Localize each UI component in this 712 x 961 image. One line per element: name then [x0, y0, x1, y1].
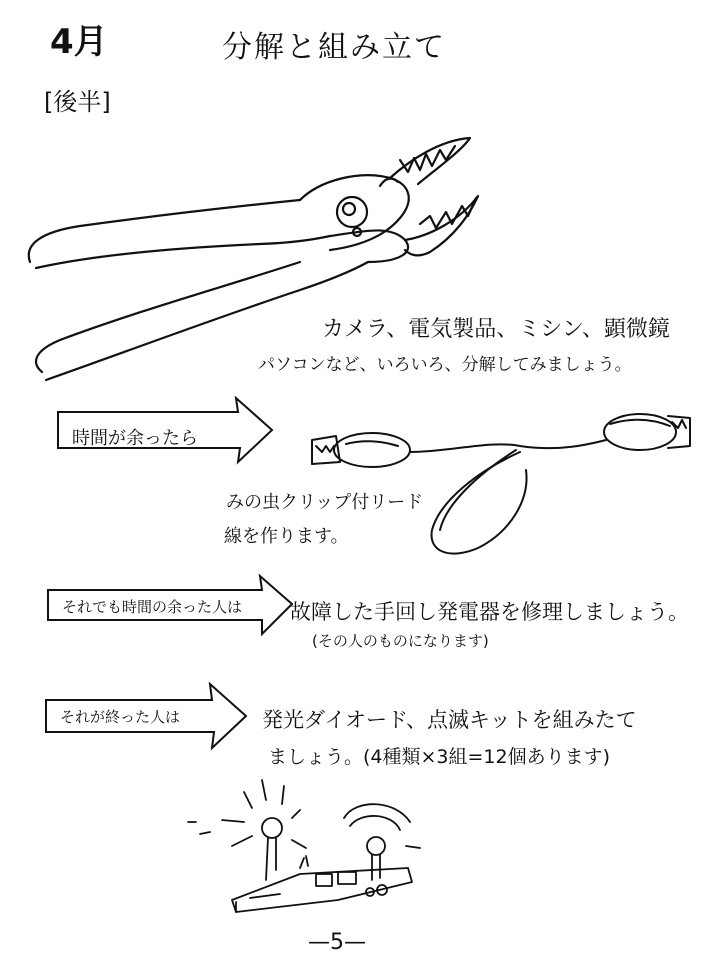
activity-3-line-1: 故障した手回し発電器を修理しましょう。: [290, 600, 689, 624]
month-heading: 4月: [50, 22, 108, 62]
activity-2-line-1: みの虫クリップ付リード: [226, 492, 424, 513]
activity-4-line-1: 発光ダイオード、点滅キットを組みたて: [262, 708, 637, 732]
activity-2-line-2: 線を作ります。: [224, 526, 349, 547]
pliers-drawing: [29, 138, 478, 380]
arrow-2-label: それでも時間の余った人は: [62, 598, 243, 616]
activity-1-line-1: カメラ、電気製品、ミシン、顕微鏡: [322, 317, 670, 342]
page-title: 分解と組み立て: [222, 30, 446, 65]
arrow-3-label: それが終った人は: [60, 708, 181, 726]
page-number: —5—: [308, 930, 366, 955]
alligator-clip-lead-drawing: [312, 414, 690, 554]
activity-3-line-2: (その人のものになります): [312, 632, 489, 650]
led-kit-drawing: [188, 780, 420, 912]
activity-4-line-2: ましょう。(4種類×3組=12個あります): [268, 746, 611, 768]
section-label: [後半]: [44, 88, 111, 116]
arrow-1-label: 時間が余ったら: [72, 428, 198, 449]
activity-1-line-2: パソコンなど、いろいろ、分解してみましょう。: [258, 355, 632, 375]
